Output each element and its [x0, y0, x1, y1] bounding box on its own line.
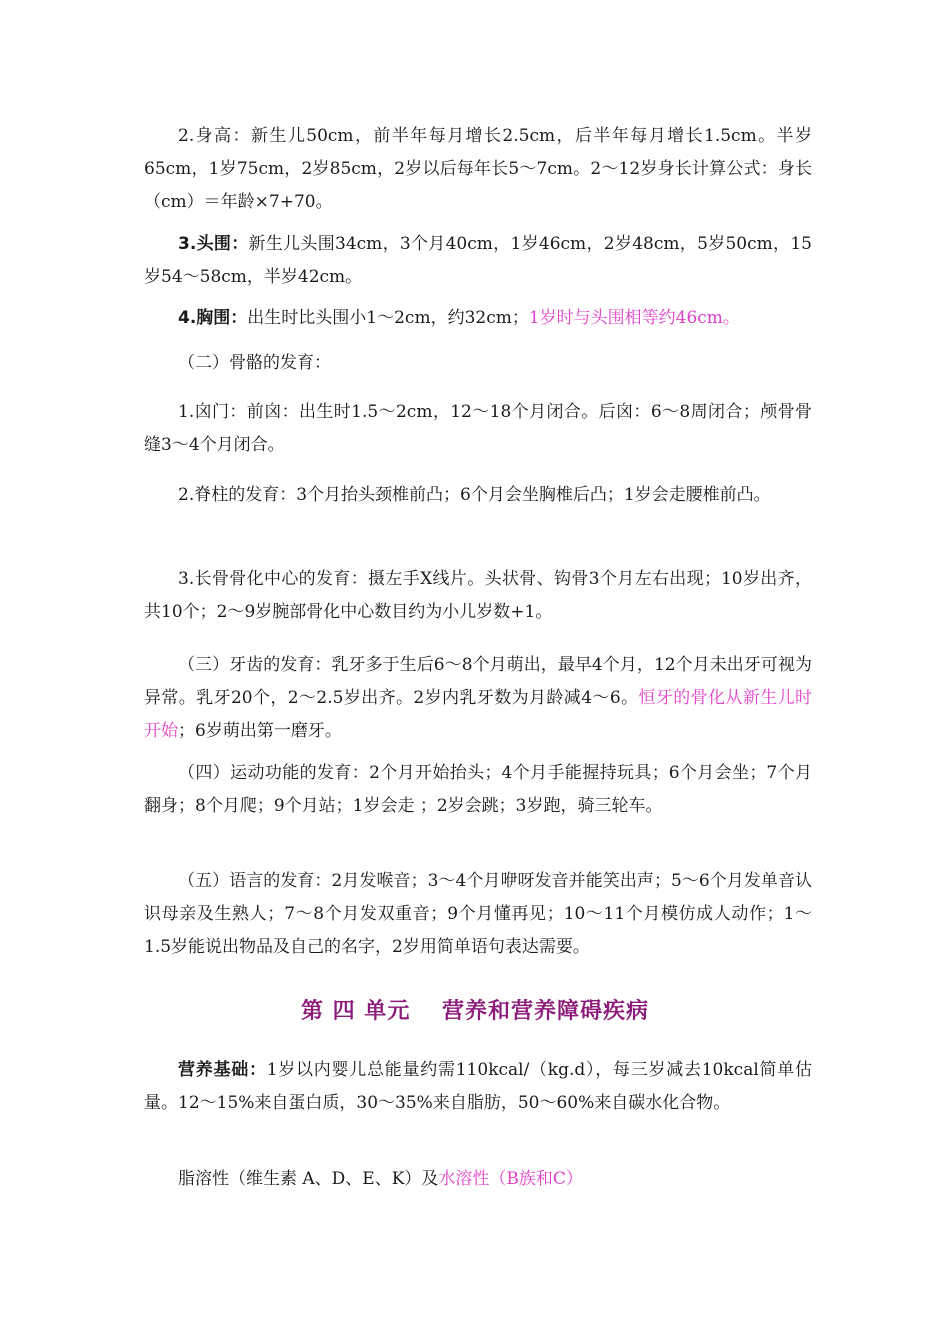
nutrition-text: 1岁以内婴儿总能量约需110kcal/（kg.d），每三岁减去10kcal简单估量。12～15%来自蛋白质，30～35%来自脂肪，50～60%来自碳水化合物。 — [144, 1060, 812, 1113]
paragraph-motor — [144, 757, 812, 823]
vitamin-highlight: 水溶性（B族和C） — [438, 1169, 583, 1189]
chest-circumference-highlight: 1岁时与头围相等约46cm。 — [528, 308, 740, 328]
teeth-tail: ；6岁萌出第一磨牙。 — [178, 721, 342, 741]
bone-section-title: （二）骨骼的发育： — [178, 353, 331, 373]
motor-text: （四）运动功能的发育：2个月开始抬头；4个月手能握持玩具；6个月会坐；7个月翻身；8个月爬；9个月站；1岁会走 ；2岁会跳；3岁跑，骑三轮车。 — [144, 763, 812, 816]
height-text: 2.身高：新生儿50cm，前半年每月增长2.5cm，后半年每月增长1.5cm。半岁65cm，1岁75cm，2岁85cm，2岁以后每年长5～7cm。2～12岁身长计算公式：身长（cm）＝年龄×7+70。 — [144, 126, 812, 212]
teeth-text: （三）牙齿的发育：乳牙多于生后6～8个月萌出，最早4个月，12个月未出牙可视为异常。乳牙20个，2～2.5岁出齐。2岁内乳牙数为月龄减4～6。 — [144, 655, 812, 708]
language-text: （五）语言的发育：2月发喉音；3～4个月咿呀发音并能笑出声；5～6个月发单音认识母亲及生熟人；7～8个月发双重音；9个月懂再见；10～11个月模仿成人动作；1～1.5岁能说出物品及自己的名字，2岁用简单语句表达需要。 — [144, 871, 812, 957]
paragraph-spine — [144, 479, 812, 512]
fontanel-text: 1.囟门：前囟：出生时1.5～2cm，12～18个月闭合。后囟：6～8周闭合；颅骨骨缝3～4个月闭合。 — [144, 402, 812, 455]
chest-circumference-label: 4.胸围： — [178, 308, 248, 328]
vitamin-text: 脂溶性（维生素 A、D、E、K）及 — [178, 1169, 439, 1189]
paragraph-height — [144, 120, 812, 219]
paragraph-vitamin — [144, 1163, 812, 1196]
spine-text: 2.脊柱的发育：3个月抬头颈椎前凸；6个月会坐胸椎后凸；1岁会走腰椎前凸。 — [178, 485, 771, 505]
head-circumference-label: 3.头围： — [178, 234, 249, 254]
head-circumference-text: 新生儿头围34cm，3个月40cm，1岁46cm，2岁48cm，5岁50cm，15岁54～58cm，半岁42cm。 — [144, 234, 812, 287]
paragraph-nutrition — [144, 1054, 812, 1120]
unit-heading: 第 四 单元 营养和营养障碍疾病 — [301, 999, 649, 1024]
paragraph-fontanel — [144, 396, 812, 462]
nutrition-label: 营养基础： — [178, 1060, 267, 1080]
chest-circumference-text: 出生时比头围小1～2cm，约32cm； — [247, 308, 529, 328]
paragraph-language — [144, 865, 812, 964]
long-bone-text: 3.长骨骨化中心的发育：摄左手X线片。头状骨、钩骨3个月左右出现；10岁出齐，共10个；2～9岁腕部骨化中心数目约为小儿岁数+1。 — [144, 569, 812, 622]
paragraph-long-bone — [144, 563, 812, 629]
teeth-highlight: 恒牙的骨化从新生儿时开始 — [144, 688, 813, 741]
section-bone-title — [144, 347, 812, 380]
paragraph-chest-circumference — [144, 302, 812, 335]
paragraph-head-circumference — [144, 228, 812, 294]
paragraph-teeth — [144, 649, 812, 748]
